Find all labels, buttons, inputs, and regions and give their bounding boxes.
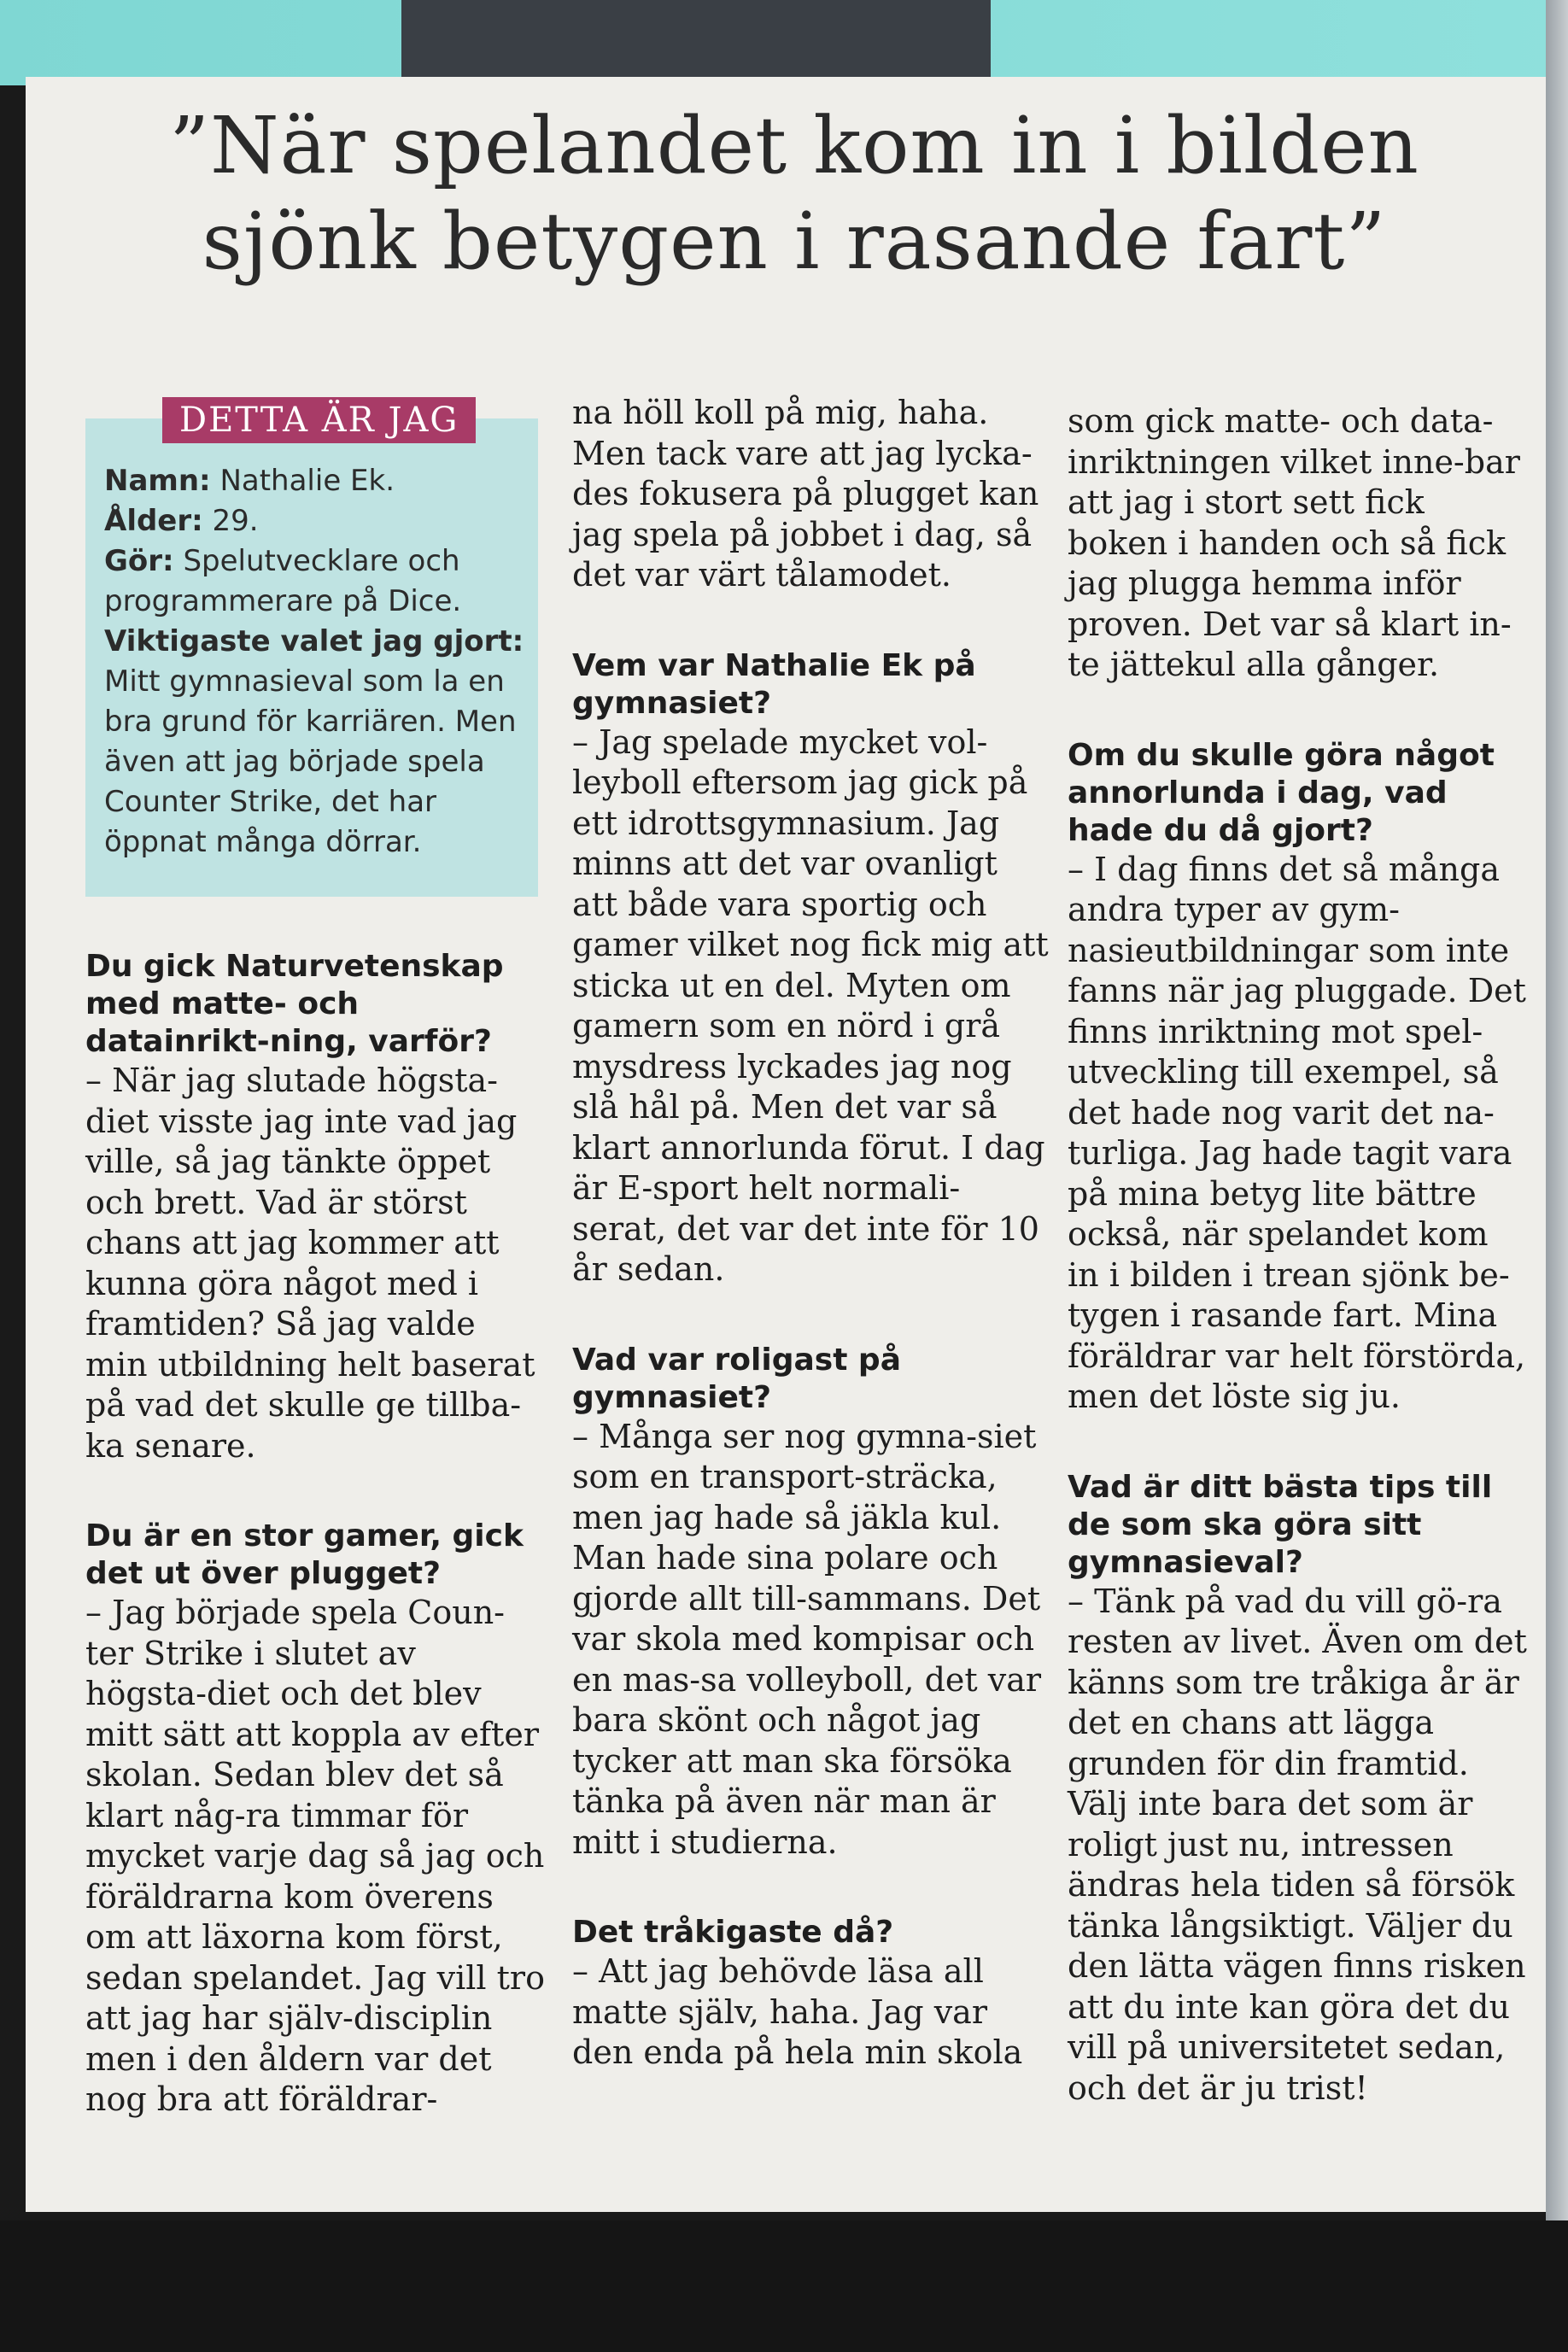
fact-age [104,501,531,541]
fact-age-value: 29. [202,504,259,538]
page-edge [1546,0,1568,2352]
fact-choice [104,622,531,662]
answer-paragraph: – I dag finns det så många andra typer av gym-nasieutbildningar som inte fanns när jag pluggade. Det finns inriktning mot spel-utveckling till exempel, så det hade nog varit det na-turliga. Jag hade tagit vara på mina betyg lite bättre också, när spelandet kom in i bilden i trean sjönk be-tygen i rasande fart. Mina föräldrar var helt förstörda, men det löste sig ju. [1068,850,1526,1415]
article-column-2 [572,393,1050,2074]
question-heading: Vem var Nathalie Ek på gymnasiet? [572,647,976,721]
article-column-3 [1068,401,1529,2109]
fact-name-value: Nathalie Ek. [210,464,395,498]
fact-choice-value: Mitt gymnasieval som la en bra grund för karriären. Men även att jag började spela Counter Strike, det har öppnat många dörrar. [104,664,517,859]
answer-paragraph: – Att jag behövde läsa all matte själv, haha. Jag var den enda på hela min skola [572,1952,1023,2071]
question-heading: Vad är ditt bästa tips till de som ska göra sitt gymnasieval? [1068,1469,1493,1580]
fact-job-value: Spelutvecklare och programmerare på Dice. [104,544,462,618]
answer-paragraph: – Jag spelade mycket vol-leyboll eftersom jag gick på ett idrottsgymnasium. Jag minns att det var ovanligt att både vara sportig och gamer vilket nog fick mig att sticka ut en del. Myten om gamern som en nörd i grå mysdress lyckades jag nog slå hål på. Men det var så klart annorlunda förut. I dag är E-sport helt normali-serat, det var det inte för 10 år sedan. [572,723,1049,1288]
answer-paragraph: na höll koll på mig, haha. Men tack vare att jag lycka-des fokusera på plugget kan jag spela på jobbet i dag, så det var värt tålamodet. [572,394,1039,594]
headline-line-2: sjönk betygen i rasande fart” [202,196,1387,287]
answer-paragraph: – Tänk på vad du vill gö-ra resten av livet. Även om det känns som tre tråkiga år är det en chans att lägga grunden för din framtid. Välj inte bara det som är roligt just nu, intressen ändras hela tiden så försök tänka långsiktigt. Väljer du den lätta vägen finns risken att du inte kan göra det du vill på universitetet sedan, och det är ju trist! [1068,1582,1527,2107]
background-surface [0,2220,1568,2352]
fact-box-label: DETTA ÄR JAG [162,397,476,443]
fact-age-label: Ålder: [104,504,203,538]
answer-paragraph: – Många ser nog gymna-siet som en transport-sträcka, men jag hade så jäkla kul. Man hade sina polare och gjorde allt till-sammans. Det var skola med kompisar och en mas-sa volleyboll, det var bara skönt och något jag tycker att man ska försöka tänka på även när man är mitt i studierna. [572,1417,1042,1861]
answer-paragraph: – När jag slutade högsta-diet visste jag inte vad jag ville, så jag tänkte öppet och brett. Vad är störst chans att jag kommer att kunna göra något med i framtiden? Så jag valde min utbildning helt baserat på vad det skulle ge tillba-ka senare. [85,1062,535,1465]
headline-line-1: ”När spelandet kom in i bilden [169,100,1419,191]
question-heading: Om du skulle göra något annorlunda i dag, vad hade du då gjort? [1068,737,1495,848]
fact-box-body [104,461,531,863]
question-heading: Du är en stor gamer, gick det ut över plugget? [85,1518,524,1591]
top-photo-edge [401,0,991,85]
question-heading: Det tråkigaste då? [572,1915,894,1950]
question-heading: Du gick Naturvetenskap med matte- och datainrikt-ning, varför? [85,949,504,1059]
headline [128,98,1460,290]
answer-paragraph: som gick matte- och data-inriktningen vilket inne-bar att jag i stort sett fick boken i handen och så fick jag plugga hemma inför proven. Det var så klart in-te jättekul alla gånger. [1068,402,1520,683]
fact-job-label: Gör: [104,544,174,578]
fact-job [104,541,531,622]
answer-paragraph: – Jag började spela Coun-ter Strike i slutet av högsta-diet och det blev mitt sätt att koppla av efter skolan. Sedan blev det så klart någ-ra timmar för mycket varje dag så jag och föräldrarna kom överens om att läxorna kom först, sedan spelandet. Jag vill tro att jag har själv-disciplin men i den åldern var det nog bra att föräldrar- [85,1594,545,2118]
fact-name [104,461,531,501]
fact-name-label: Namn: [104,464,211,498]
fact-choice-label: Viktigaste valet jag gjort: [104,624,524,658]
article-column-1 [85,948,547,2121]
question-heading: Vad var roligast på gymnasiet? [572,1342,901,1415]
